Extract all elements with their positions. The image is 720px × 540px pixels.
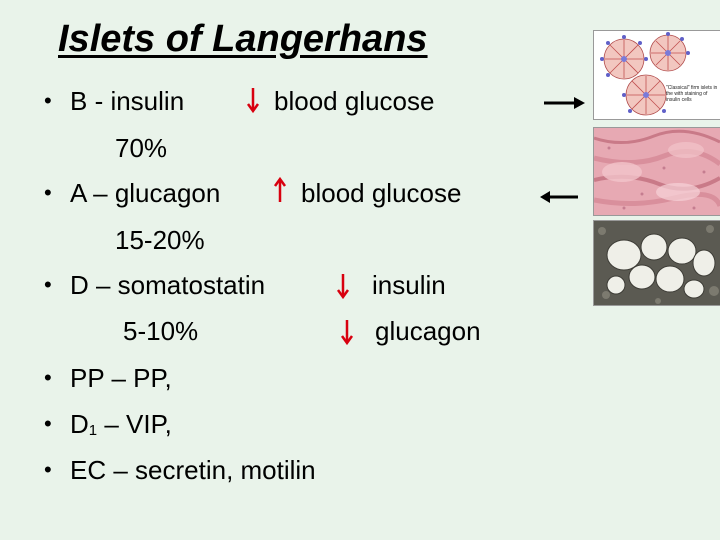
- arrow-left-icon: [540, 189, 580, 205]
- bullet: •: [44, 180, 52, 205]
- b-cell-percent: 70%: [115, 133, 168, 163]
- a-cell-percent: 15-20%: [115, 225, 205, 255]
- arrow-right-icon: [542, 95, 586, 111]
- d1-rest: – VIP,: [97, 409, 172, 439]
- islet-histology-image: [593, 127, 720, 216]
- arrow-up-icon: [273, 176, 287, 204]
- bullet: •: [44, 457, 52, 482]
- d1-prefix: D: [70, 409, 89, 439]
- islet-diagram-image: [593, 30, 720, 120]
- d-cell-label: D – somatostatin: [70, 270, 266, 300]
- islet-diagram-caption: "Classical" firm islets in the with staining of insulin cells: [666, 85, 718, 103]
- a-cell-label: A – glucagon: [70, 178, 221, 208]
- d1-cell-label: [70, 409, 172, 446]
- islet-micrograph-image: [593, 220, 720, 306]
- bullet: •: [44, 411, 52, 436]
- bullet: •: [44, 365, 52, 390]
- d-cell-effect-insulin: insulin: [372, 270, 446, 300]
- arrow-down-icon: [340, 318, 354, 346]
- d-cell-percent: 5-10%: [123, 316, 199, 346]
- d-cell-effect-glucagon: glucagon: [375, 316, 481, 346]
- slide-title: Islets of Langerhans: [58, 18, 428, 60]
- a-cell-effect: blood glucose: [301, 178, 462, 208]
- b-cell-label: B - insulin: [70, 86, 185, 116]
- pp-cell-label: PP – PP,: [70, 363, 172, 393]
- arrow-down-icon: [336, 272, 350, 300]
- arrow-down-icon: [246, 86, 260, 114]
- bullet: •: [44, 272, 52, 297]
- b-cell-effect: blood glucose: [274, 86, 435, 116]
- ec-cell-label: EC – secretin, motilin: [70, 455, 316, 485]
- d1-subscript: 1: [88, 422, 98, 439]
- bullet: •: [44, 88, 52, 113]
